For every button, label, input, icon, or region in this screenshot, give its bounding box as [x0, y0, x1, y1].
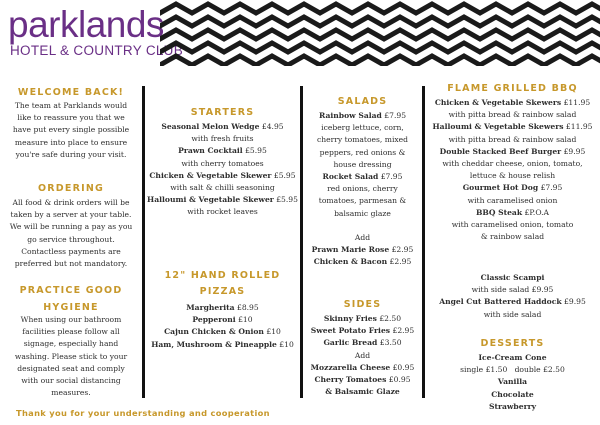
ordering-line: All food & drink orders will be: [12, 198, 130, 207]
desserts-heading: DESSERTS: [480, 338, 545, 349]
salads-heading: SALADS: [337, 96, 388, 107]
item-desc: red onions, cherry: [327, 184, 398, 194]
item-name: Chicken & Vegetable Skewer: [149, 170, 272, 180]
hygiene-heading: [0, 282, 142, 316]
menu-item: [303, 171, 422, 183]
hygiene-line: measures.: [51, 388, 91, 398]
salads-list: [303, 110, 422, 268]
menu-item: [425, 364, 600, 376]
item-price: £3.50: [379, 338, 402, 348]
flavour: Vanilla: [497, 377, 528, 387]
item-name: & Balsamic Glaze: [325, 387, 400, 397]
item-desc: with cheddar cheese, onion, tomato,: [442, 159, 583, 169]
grill-list: [425, 97, 600, 243]
item-desc: with rocket leaves: [187, 207, 258, 217]
item-name: Margherita: [186, 303, 235, 312]
menu-item: [425, 121, 600, 133]
item-desc: tomatoes, parmesan &: [318, 196, 407, 206]
item-name: Mozzarella Cheese: [310, 362, 391, 372]
item-price: £0.95: [392, 362, 415, 372]
item-price: £9.95: [563, 146, 586, 156]
item-desc: with fresh fruits: [191, 134, 254, 144]
pizzas-heading-line: PIZZAS: [199, 286, 246, 297]
hygiene-text: [0, 314, 142, 399]
item-price: £10: [238, 315, 253, 325]
item-price: double £2.50: [514, 365, 565, 375]
menu-item: [303, 325, 422, 337]
item-name: Cajun Chicken & Onion: [164, 327, 264, 337]
item-name: Ice-Cream Cone: [478, 353, 547, 362]
item-desc: with side salad: [483, 309, 542, 319]
menu-item: [425, 182, 600, 194]
pizzas-heading-line: 12" HAND ROLLED: [164, 270, 281, 281]
item-price: £10: [266, 327, 281, 337]
welcome-line: like to reassure you that we: [17, 113, 125, 123]
item-desc: lettuce & house relish: [469, 171, 556, 181]
spacer: [303, 220, 422, 232]
item-price: £P.O.A: [524, 207, 550, 217]
item-desc: house dressing: [333, 159, 392, 169]
item-desc: with pitta bread & rainbow salad: [448, 110, 577, 120]
item-name: Gourmet Hot Dog: [462, 183, 539, 193]
item-name: Rocket Salad: [322, 172, 379, 182]
item-price: £11.95: [563, 98, 591, 107]
ordering-line: We will be running a pay as you: [9, 222, 133, 232]
item-price: £5.95: [276, 195, 298, 205]
item-desc: with caramelised onion: [467, 195, 558, 205]
welcome-line: measure into place to ensure: [14, 137, 128, 147]
item-price: £2.50: [379, 314, 402, 323]
menu-item: [303, 337, 422, 349]
ordering-text: [0, 197, 142, 270]
item-name: Halloumi & Vegetable Skewer: [147, 195, 274, 205]
starters-list: [145, 121, 300, 219]
menu-item: [303, 256, 422, 268]
item-name: Garlic Bread: [323, 338, 378, 348]
item-name: Double Stacked Beef Burger: [439, 146, 562, 156]
item-desc: balsamic glaze: [334, 208, 391, 218]
ordering-line: go service throughout.: [27, 234, 115, 244]
item-price: £5.95: [273, 170, 296, 180]
chevron-pattern: [160, 0, 600, 66]
item-name: BBQ Steak: [475, 207, 523, 217]
menu-item: [425, 146, 600, 158]
sides-heading: SIDES: [343, 299, 382, 310]
welcome-heading: WELCOME BACK!: [17, 87, 125, 98]
menu-item: [303, 244, 422, 256]
footer-thanks: Thank you for your understanding and cooperation: [16, 408, 270, 418]
item-desc: & rainbow salad: [480, 232, 545, 242]
item-desc: cherry tomatoes, mixed: [316, 135, 409, 145]
item-price: £11.95: [565, 122, 593, 132]
item-name: Cherry Tomatoes: [314, 375, 387, 385]
item-price: £9.95: [564, 297, 586, 307]
starters-heading: STARTERS: [190, 107, 255, 118]
menu-item: [303, 110, 422, 122]
add-label: Add: [354, 232, 371, 242]
item-name: Prawn Cocktail: [178, 146, 243, 156]
ordering-line: preferred but not mandatory.: [14, 259, 128, 269]
item-name: Ham, Mushroom & Pineapple: [151, 339, 277, 349]
item-name: Halloumi & Vegetable Skewers: [432, 122, 564, 132]
menu-item: [425, 296, 600, 308]
welcome-text: [0, 100, 142, 161]
menu-item: [145, 170, 300, 182]
welcome-line: have put every single possible: [12, 125, 130, 135]
logo-wordmark: parklands: [8, 4, 164, 45]
item-name: Prawn Marie Rose: [311, 245, 390, 255]
item-name: Rainbow Salad: [318, 111, 382, 120]
item-price: £2.95: [391, 245, 414, 255]
item-name: Chicken & Vegetable Skewers: [434, 98, 562, 107]
item-price: £8.95: [236, 303, 259, 312]
hygiene-line: When using our bathroom: [20, 315, 122, 324]
item-name: Angel Cut Battered Haddock: [439, 297, 562, 307]
menu-item: [303, 362, 422, 374]
hygiene-line: washing. Please stick to your: [14, 351, 128, 361]
ordering-heading: ORDERING: [38, 183, 104, 194]
menu-item: [145, 121, 300, 133]
menu-item: [145, 314, 300, 326]
hygiene-heading-line: HYGIENE: [43, 302, 99, 313]
menu-item: [145, 339, 300, 351]
item-name: Seasonal Melon Wedge: [161, 122, 260, 131]
item-desc: peppers, red onions &: [319, 147, 406, 157]
menu-item: [145, 194, 300, 206]
item-desc: iceberg lettuce, corn,: [321, 123, 404, 133]
pizzas-list: [145, 302, 300, 351]
hygiene-heading-line: PRACTICE GOOD: [19, 285, 123, 296]
item-price: £9.95: [531, 285, 554, 295]
hygiene-line: facilities please follow all: [22, 327, 120, 337]
item-name: Pepperoni: [192, 315, 236, 325]
menu-item: [425, 284, 600, 296]
menu-item: [145, 145, 300, 157]
item-desc: with cherry tomatoes: [181, 158, 264, 168]
fish-list: [425, 272, 600, 321]
item-price: £7.95: [540, 183, 563, 193]
ordering-line: Contactless payments are: [21, 246, 121, 256]
item-price: £7.95: [384, 111, 407, 120]
sides-list: [303, 313, 422, 398]
ordering-line: taken by a server at your table.: [10, 210, 132, 220]
logo-subtitle: HOTEL & COUNTRY CLUB: [10, 43, 184, 58]
grill-heading: FLAME GRILLED BBQ: [447, 83, 578, 94]
add-label: Add: [354, 350, 371, 360]
menu-item: [303, 313, 422, 325]
item-name: Sweet Potato Fries: [310, 326, 391, 336]
menu-item: [425, 207, 600, 219]
flavour: Chocolate: [491, 389, 534, 399]
item-name: Classic Scampi: [480, 273, 545, 282]
hygiene-line: designated seat and comply: [17, 363, 125, 373]
desserts-list: [425, 352, 600, 413]
hygiene-line: signage, especially hand: [23, 339, 119, 349]
pizzas-heading: [145, 268, 300, 300]
item-price: £0.95: [388, 375, 411, 385]
menu-item: [145, 326, 300, 338]
menu-item: [303, 374, 422, 386]
item-desc: with pitta bread & rainbow salad: [448, 134, 577, 144]
item-price: single £1.50: [460, 365, 508, 375]
item-desc: with caramelised onion, tomato: [451, 220, 574, 230]
item-price: £4.95: [261, 122, 284, 131]
menu-item: [145, 302, 300, 314]
hygiene-line: with our social distancing: [21, 376, 121, 386]
item-price: £7.95: [380, 172, 403, 182]
item-price: £2.95: [389, 257, 412, 267]
item-name: Skinny Fries: [323, 314, 377, 323]
menu-item: [425, 97, 600, 109]
item-price: £2.95: [392, 326, 415, 336]
item-desc: with salt & chilli seasoning: [170, 183, 275, 193]
welcome-line: The team at Parklands would: [14, 101, 128, 110]
item-name: Chicken & Bacon: [313, 257, 388, 267]
logo: [8, 6, 183, 58]
welcome-line: you're safe during your visit.: [15, 149, 127, 159]
item-price: £10: [279, 339, 294, 349]
item-price: £5.95: [245, 146, 267, 156]
item-desc: with side salad: [471, 285, 530, 295]
flavour: Strawberry: [488, 401, 536, 411]
